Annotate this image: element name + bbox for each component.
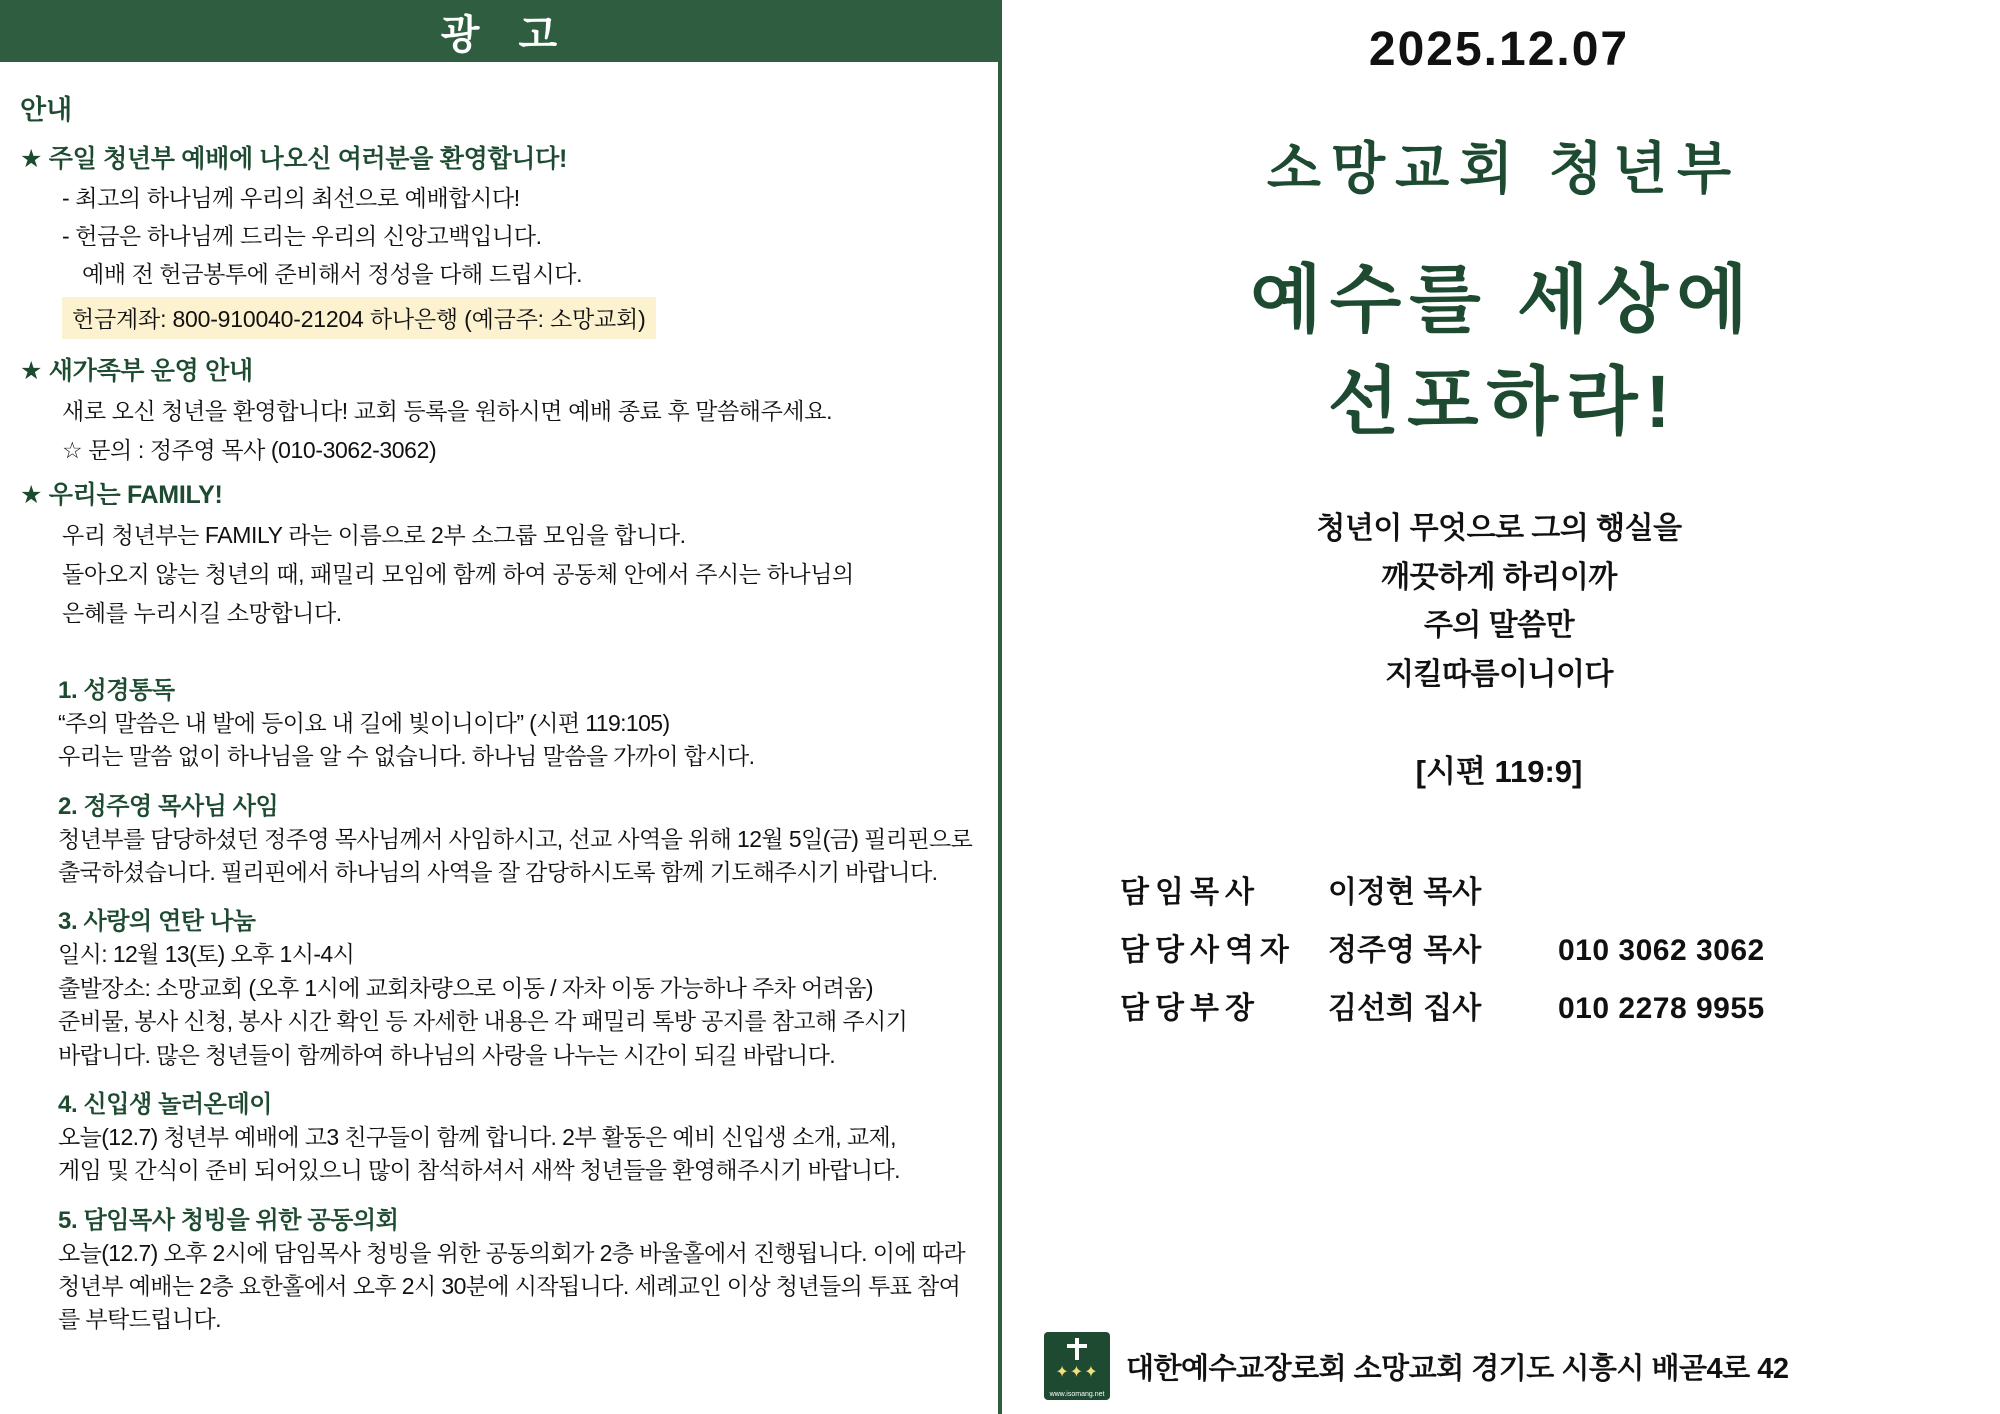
announcement-item-5-title: 5. 담임목사 청빙을 위한 공동의회	[58, 1206, 399, 1234]
verse-text	[1002, 505, 1996, 699]
offering-account-highlight: 헌금계좌: 800-910040-21204 하나은행 (예금주: 소망교회)	[62, 297, 656, 339]
theme-line-1: 예수를 세상에	[1250, 258, 1756, 341]
announcement-item-3-line-4: 바랍니다. 많은 청년들이 함께하여 하나님의 사랑을 나누는 시간이 되길 바랍니다.	[58, 1041, 836, 1068]
announcements-banner: 광 고	[0, 0, 998, 62]
theme-line-2: 선포하라!	[1327, 360, 1679, 444]
guide-block-family-line-2: 돌아오지 않는 청년의 때, 패밀리 모임에 함께 하여 공동체 안에서 주시는 하나님의	[62, 561, 854, 587]
guide-block-family-line-1: 우리 청년부는 FAMILY 라는 이름으로 2부 소그룹 모임을 합니다.	[62, 522, 686, 548]
announcement-item-4-title: 4. 신입생 놀러온데이	[58, 1090, 273, 1118]
announcement-item-4-line-2: 게임 및 간식이 준비 되어있으니 많이 참석하셔서 새싹 청년들을 환영해주시기 바랍니다.	[58, 1157, 900, 1184]
guide-block-welcome-line-3: 예배 전 헌금봉투에 준비해서 정성을 다해 드립시다.	[82, 261, 583, 287]
staff-row	[1120, 983, 1996, 1027]
guide-section-title: 안내	[20, 95, 73, 125]
staff-phone-2: 010 3062 3062	[1558, 933, 1765, 967]
guide-block-family-heading: ★ 우리는 FAMILY!	[20, 481, 223, 509]
guide-block-newfamily-line-1: 새로 오신 청년을 환영합니다! 교회 등록을 원하시면 예배 종료 후 말씀해주세요.	[62, 398, 833, 424]
announcement-item-3-title: 3. 사랑의 연탄 나눔	[58, 908, 256, 936]
church-address: 대한예수교장로회 소망교회 경기도 시흥시 배곧4로 42	[1126, 1352, 1789, 1385]
announcement-item-4	[16, 1084, 976, 1186]
announcement-item-5-line-2: 청년부 예배는 2층 요한홀에서 오후 2시 30분에 시작됩니다. 세례교인 이상 청년들의 투표 참여	[58, 1272, 961, 1299]
doves-icon: ✦✦✦	[1055, 1364, 1099, 1381]
guide-block-welcome-heading: ★ 주일 청년부 예배에 나오신 여러분을 환영합니다!	[20, 145, 568, 173]
announcement-item-1-title: 1. 성경통독	[58, 677, 175, 704]
theme-text	[1002, 249, 1996, 453]
announcement-item-1	[16, 670, 976, 772]
staff-row	[1120, 925, 1996, 969]
announcement-item-1-line-1: “주의 말씀은 내 발에 등이요 내 길에 빛이니이다” (시편 119:105)	[58, 710, 670, 736]
guide-block-newfamily	[16, 351, 976, 465]
staff-row	[1120, 867, 1996, 911]
announcement-item-4-line-1: 오늘(12.7) 청년부 예배에 고3 친구들이 함께 합니다. 2부 활동은 예비 신입생 소개, 교제,	[58, 1123, 896, 1150]
announcements-body	[0, 62, 998, 1335]
guide-block-welcome	[16, 139, 976, 341]
cross-icon	[1075, 1338, 1079, 1360]
cover-column	[1002, 0, 1996, 1414]
guide-block-newfamily-line-2: ☆ 문의 : 정주영 목사 (010-3062-3062)	[62, 437, 437, 463]
announcement-item-2	[16, 786, 976, 888]
announcement-item-1-line-2: 우리는 말씀 없이 하나님을 알 수 없습니다. 하나님 말씀을 가까이 합시다.	[58, 743, 755, 770]
announcement-item-2-line-2: 출국하셨습니다. 필리핀에서 하나님의 사역을 잘 감당하시도록 함께 기도해주시기 바랍니다.	[58, 859, 938, 886]
guide-block-welcome-line-1: - 최고의 하나님께 우리의 최선으로 예배합시다!	[62, 185, 520, 211]
staff-role-1: 담임목사	[1120, 875, 1260, 909]
staff-role-3: 담당부장	[1120, 991, 1260, 1025]
verse-line-4: 지킬따름이니이다	[1385, 658, 1613, 691]
guide-block-welcome-line-2: - 헌금은 하나님께 드리는 우리의 신앙고백입니다.	[62, 223, 542, 249]
staff-name-3: 김선희 집사	[1328, 991, 1482, 1025]
verse-reference: [시편 119:9]	[1415, 753, 1583, 789]
announcement-item-3-line-1: 일시: 12월 13(토) 오후 1시-4시	[58, 941, 355, 968]
staff-contact-list	[1002, 867, 1996, 1027]
verse-line-2: 깨끗하게 하리이까	[1381, 560, 1617, 594]
verse-line-3: 주의 말씀만	[1423, 609, 1575, 643]
staff-role-2: 담당사역자	[1120, 933, 1295, 967]
staff-name-1: 이정현 목사	[1328, 875, 1482, 909]
service-date: 2025.12.07	[1368, 23, 1630, 76]
staff-name-2: 정주영 목사	[1328, 933, 1482, 967]
announcement-item-3-line-3: 준비물, 봉사 신청, 봉사 시간 확인 등 자세한 내용은 각 패밀리 톡방 공지를 참고해 주시기	[58, 1008, 908, 1035]
guide-block-family-line-3: 은혜를 누리시길 소망합니다.	[62, 600, 342, 626]
staff-phone-3: 010 2278 9955	[1558, 991, 1765, 1025]
announcement-item-3-line-2: 출발장소: 소망교회 (오후 1시에 교회차량으로 이동 / 자차 이동 가능하나 주차 어려움)	[58, 974, 873, 1001]
verse-line-1: 청년이 무엇으로 그의 행실을	[1316, 512, 1682, 546]
announcement-item-3	[16, 901, 976, 1069]
numbered-announcement-list	[16, 670, 976, 1335]
church-department-name: 소망교회 청년부	[1266, 137, 1742, 200]
announcement-item-5	[16, 1200, 976, 1335]
announcement-item-2-title: 2. 정주영 목사님 사임	[58, 792, 279, 820]
announcement-item-5-line-1: 오늘(12.7) 오후 2시에 담임목사 청빙을 위한 공동의회가 2층 바울홀에서 진행됩니다. 이에 따라	[58, 1239, 965, 1266]
guide-block-newfamily-heading: ★ 새가족부 운영 안내	[20, 357, 253, 385]
guide-block-family	[16, 475, 976, 628]
announcement-item-5-line-3: 를 부탁드립니다.	[58, 1306, 221, 1333]
logo-url-text: www.isomang.net	[1049, 1391, 1105, 1398]
announcement-item-2-line-1: 청년부를 담당하셨던 정주영 목사님께서 사임하시고, 선교 사역을 위해 12월 5일(금) 필리핀으로	[58, 825, 973, 852]
church-logo-icon	[1044, 1332, 1110, 1400]
cross-bar-icon	[1067, 1344, 1087, 1348]
footer	[1044, 1332, 1986, 1400]
